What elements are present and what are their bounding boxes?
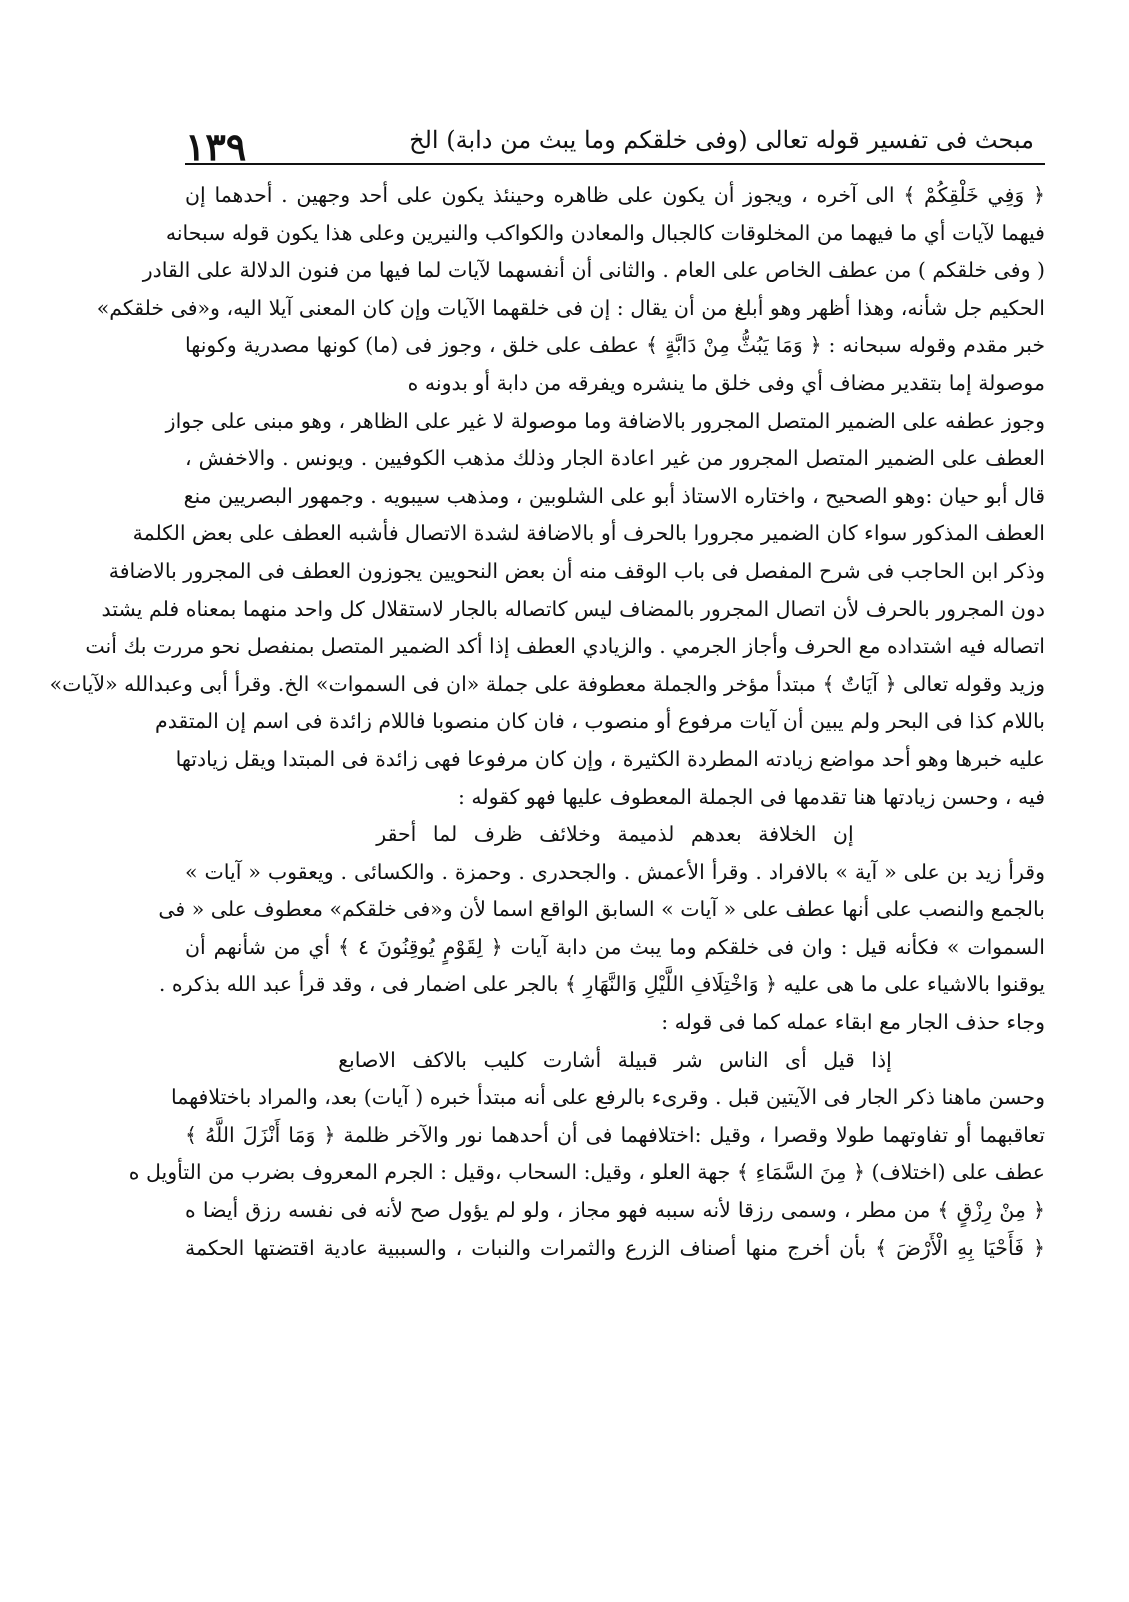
text-line: الحكيم جل شأنه، وهذا أظهر وهو أبلغ من أن يقال : إن فى خلقهما الآيات وإن كان المعنى آيلا اليه، و«فى خلقكم»	[96, 295, 1045, 320]
header-rule	[185, 163, 1045, 165]
text-line: العطف على الضمير المتصل المجرور من غير اعادة الجار وذلك مذهب الكوفيين . ويونس . والاخفش ،	[185, 446, 1045, 471]
text-line: قال أبو حيان :وهو الصحيح ، واختاره الاستاذ أبو على الشلوبين ، ومذهب سيبويه . وجمهور البصريين منع	[183, 483, 1045, 508]
text-line: وجوز عطفه على الضمير المتصل المجرور بالاضافة وما موصولة لا غير على الظاهر ، وهو مبنى على جواز	[165, 408, 1045, 433]
text-line: وزيد وقوله تعالى ﴿ آيَاتٌ ﴾ مبتدأ مؤخر والجملة معطوفة على جملة «ان فى السموات» الخ. وقرأ أبى وعبدالله «لآيات»	[49, 671, 1045, 696]
text-line: وجاء حذف الجار مع ابقاء عمله كما فى قوله :	[661, 1010, 1045, 1035]
text-line: فيهما لآيات أي ما فيهما من المخلوقات كالجبال والمعادن والكواكب والنيرين وعلى هذا يكون قوله سبحانه	[165, 220, 1045, 245]
text-line: عطف على (اختلاف) ﴿ مِنَ السَّمَاءِ ﴾ جهة العلو ، وقيل: السحاب ،وقيل : الجرم المعروف بضرب من التأويل ه	[128, 1160, 1045, 1185]
text-line: ﴿ وَفِي خَلْقِكُمْ ﴾ الى آخره ، ويجوز أن يكون على ظاهره وحينئذ يكون على أحد وجهين . أحدهما إن	[185, 183, 1045, 207]
text-line: دون المجرور بالحرف لأن اتصال المجرور بالمضاف ليس كاتصاله بالجار لاستقلال كل واحد منهما بمعناه فلم يشتد	[101, 596, 1045, 621]
verse-line: إذا قيل أى الناس شر قبيلة أشارت كليب بالاكف الاصابع	[338, 1047, 892, 1072]
text-line: السموات » فكأنه قيل : وان فى خلقكم وما يبث من دابة آيات ﴿ لِقَوْمٍ يُوقِنُونَ ٤ ﴾ أي من شأنهم أن	[185, 934, 1045, 959]
body-text	[49, 177, 1045, 1267]
text-line: وذكر ابن الحاجب فى شرح المفصل فى باب الوقف منه أن بعض النحويين يجوزون العطف فى المجرور بالاضافة	[108, 558, 1045, 583]
text-line: فيه ، وحسن زيادتها هنا تقدمها فى الجملة المعطوف عليها فهو كقوله :	[457, 784, 1045, 809]
text-line: خبر مقدم وقوله سبحانه : ﴿ وَمَا يَبُثُّ مِنْ دَابَّةٍ ﴾ عطف على خلق ، وجوز فى (ما) كونها مصدرية وكونها	[185, 333, 1045, 358]
text-line: ﴿ فَأَحْيَا بِهِ الْأَرْضَ ﴾ بأن أخرج منها أصناف الزرع والثمرات والنبات ، والسببية عادية اقتضتها الحكمة	[185, 1235, 1045, 1260]
page-number: ١٣٩	[185, 124, 247, 169]
text-line: يوقنوا بالاشياء على ما هى عليه ﴿ وَاخْتِلَافِ اللَّيْلِ وَالنَّهَارِ ﴾ بالجر على اضمار فى ، وقد قرأ عبد الله بذكره .	[158, 972, 1045, 997]
text-line: ﴿ مِنْ رِزْقٍ ﴾ من مطر ، وسمى رزقا لأنه سببه فهو مجاز ، ولو لم يؤول صح لأنه فى نفسه رزق أيضا ه	[185, 1198, 1045, 1223]
text-line: تعاقبهما أو تفاوتهما طولا وقصرا ، وقيل :اختلافهما فى أن أحدهما نور والآخر ظلمة ﴿ وَمَا أَنْزَلَ اللَّهُ ﴾	[185, 1122, 1045, 1147]
text-line: باللام كذا فى البحر ولم يبين أن آيات مرفوع أو منصوب ، فان كان منصوبا فاللام زائدة فى اسم إن المتقدم	[155, 709, 1045, 734]
running-title: مبحث فى تفسير قوله تعالى (وفى خلقكم وما يبث من دابة) الخ	[409, 126, 1034, 154]
text-line: العطف المذكور سواء كان الضمير مجرورا بالحرف أو بالاضافة لشدة الاتصال فأشبه العطف على بعض الكلمة	[132, 521, 1045, 546]
text-line: اتصاله فيه اشتداده مع الحرف وأجاز الجرمي . والزيادي العطف إذا أكد الضمير المتصل بمنفصل نحو مررت بك أنت	[85, 634, 1045, 659]
verse-line: إن الخلافة بعدهم لذميمة وخلائف ظرف لما أحقر	[376, 822, 854, 847]
text-line: موصولة إما بتقدير مضاف أي وفى خلق ما ينشره ويفرقه من دابة أو بدونه ه	[407, 370, 1045, 395]
text-line: وحسن ماهنا ذكر الجار فى الآيتين قبل . وقرىء بالرفع على أنه مبتدأ خبره ( آيات) بعد، والمراد باختلافهما	[171, 1085, 1045, 1110]
text-line: وقرأ زيد بن على « آية » بالافراد . وقرأ الأعمش . والجحدرى . وحمزة . والكسائى . ويعقوب « آيات »	[185, 859, 1045, 884]
text-line: بالجمع والنصب على أنها عطف على « آيات » السابق الواقع اسما لأن و«فى خلقكم» معطوف على « فى	[158, 897, 1045, 922]
text-line: ( وفى خلقكم ) من عطف الخاص على العام . والثانى أن أنفسهما لآيات لما فيها من فنون الدلالة على القادر	[142, 258, 1045, 283]
text-line: عليه خبرها وهو أحد مواضع زيادته المطردة الكثيرة ، وإن كان مرفوعا فهى زائدة فى المبتدا ويقل زيادتها	[175, 746, 1045, 771]
